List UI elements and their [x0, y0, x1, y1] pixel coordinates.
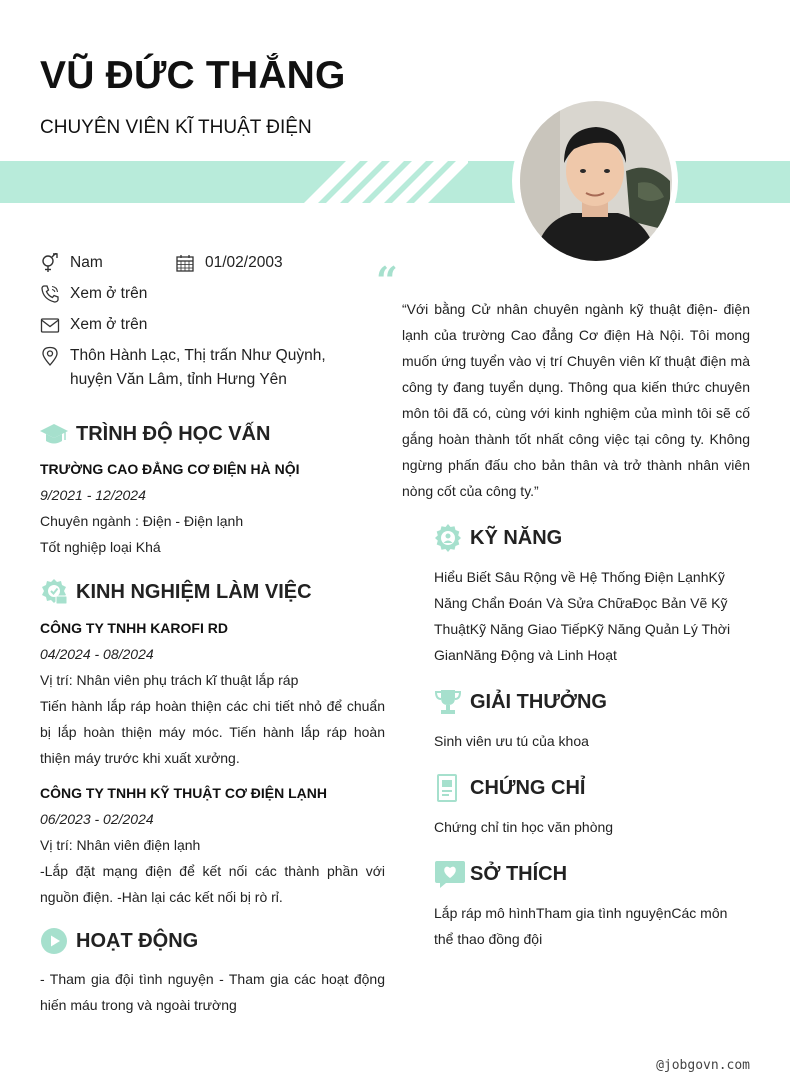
calendar-icon [175, 253, 195, 273]
experience-title: KINH NGHIỆM LÀM VIỆC [76, 580, 312, 603]
job-2 [40, 780, 385, 910]
phone-value: Xem ở trên [70, 285, 148, 302]
play-circle-icon [40, 927, 68, 955]
certificates-heading [434, 774, 585, 802]
email-icon [40, 315, 60, 335]
activities-title: HOẠT ĐỘNG [76, 929, 199, 952]
job-2-description: -Lắp đặt mạng điện để kết nối các thành phần với nguồn điện. -Hàn lại các kết nối bị rò rỉ. [40, 863, 385, 905]
certificate-icon [434, 774, 462, 802]
awards-heading [434, 688, 607, 716]
certificates-title: CHỨNG CHỈ [470, 776, 586, 799]
hobbies-text: Lắp ráp mô hìnhTham gia tình nguyệnCác môn thể thao đồng đội [434, 905, 728, 947]
career-objective: “Với bằng Cử nhân chuyên ngành kỹ thuật điện- điện lạnh của trường Cao đẳng Cơ điện Hà Nội. Tôi mong muốn ứng tuyển vào vị trí Chuyên viên kĩ thuật điện mà công ty đang tuyển dụng. Thông qua kiến thức chuyên môn tôi đã có, cùng với kinh nghiệm của mình tôi sẽ cố gắng hoàn thành tốt nhất công việc tại công ty. Không ngừng phấn đấu cho bản thân và trở thành nhân viên nòng cốt của công ty.” [402, 301, 750, 499]
job-1-period: 04/2024 - 08/2024 [40, 646, 154, 662]
hobbies-heading [434, 860, 567, 888]
location-pin-icon [40, 346, 60, 366]
profile-photo [520, 101, 672, 261]
awards-title: GIẢI THƯỞNG [470, 690, 607, 713]
experience-heading [40, 578, 312, 606]
job-2-position: Vị trí: Nhân viên điện lạnh [40, 837, 201, 853]
job-1-company: CÔNG TY TNHH KAROFI RD [40, 620, 228, 636]
skills-heading [434, 524, 562, 552]
certificates-text: Chứng chỉ tin học văn phòng [434, 819, 614, 835]
hobbies-title: SỞ THÍCH [470, 862, 568, 885]
education-heading [40, 420, 270, 448]
address-value [70, 344, 326, 392]
skills-text: Hiểu Biết Sâu Rộng về Hệ Thống Điện LạnhKỹ Năng Chẩn Đoán Và Sửa ChữaĐọc Bản Vẽ Kỹ ThuậtKỹ Năng Giao TiếpKỹ Năng Quản Lý Thời GianNăng Động và Linh Hoạt [434, 569, 731, 663]
birthday-value: 01/02/2003 [205, 254, 283, 271]
activities-text: - Tham gia đội tình nguyện - Tham gia các hoạt động hiến máu trong và ngoài trường [40, 971, 385, 1013]
education-period: 9/2021 - 12/2024 [40, 487, 146, 503]
heart-message-icon [434, 860, 466, 888]
decorative-stripes [298, 161, 468, 203]
gender-icon [40, 253, 60, 273]
skills-gear-icon [434, 524, 462, 552]
phone-icon [40, 284, 60, 304]
email-value: Xem ở trên [70, 316, 148, 333]
job-1-position: Vị trí: Nhân viên phụ trách kĩ thuật lắp ráp [40, 672, 299, 688]
address-row [40, 344, 326, 392]
job-1 [40, 615, 385, 771]
email-row [40, 313, 147, 337]
quote-icon: “ [376, 258, 398, 303]
address-line-1: Thôn Hành Lạc, Thị trấn Như Quỳnh, [70, 347, 326, 364]
education-title: TRÌNH ĐỘ HỌC VẤN [76, 422, 271, 445]
birthday-row [175, 251, 283, 275]
awards-text: Sinh viên ưu tú của khoa [434, 733, 589, 749]
education-result: Tốt nghiệp loại Khá [40, 539, 161, 555]
footer-watermark: @jobgovn.com [656, 1058, 750, 1073]
activities-heading [40, 927, 198, 955]
experience-badge-icon [40, 578, 68, 606]
job-2-period: 06/2023 - 02/2024 [40, 811, 154, 827]
job-title: CHUYÊN VIÊN KĨ THUẬT ĐIỆN [40, 117, 312, 138]
address-line-2: huyện Văn Lâm, tỉnh Hưng Yên [70, 371, 287, 388]
job-1-description: Tiến hành lắp ráp hoàn thiện các chi tiết nhỏ để chuẩn bị lắp hoàn thiện máy móc. Tiến hành lắp ráp hoàn thiện máy trước khi xuất xưởng. [40, 698, 385, 766]
candidate-name: VŨ ĐỨC THẮNG [40, 54, 346, 97]
gender-value: Nam [70, 254, 103, 271]
gender-row [40, 251, 103, 275]
trophy-icon [434, 688, 462, 716]
education-major: Chuyên ngành : Điện - Điện lạnh [40, 513, 244, 529]
graduation-cap-icon [40, 420, 68, 448]
school-name: TRƯỜNG CAO ĐẲNG CƠ ĐIỆN HÀ NỘI [40, 461, 300, 477]
phone-row [40, 282, 147, 306]
education-block [40, 456, 385, 560]
job-2-company: CÔNG TY TNHH KỸ THUẬT CƠ ĐIỆN LẠNH [40, 785, 328, 801]
skills-title: KỸ NĂNG [470, 526, 563, 549]
